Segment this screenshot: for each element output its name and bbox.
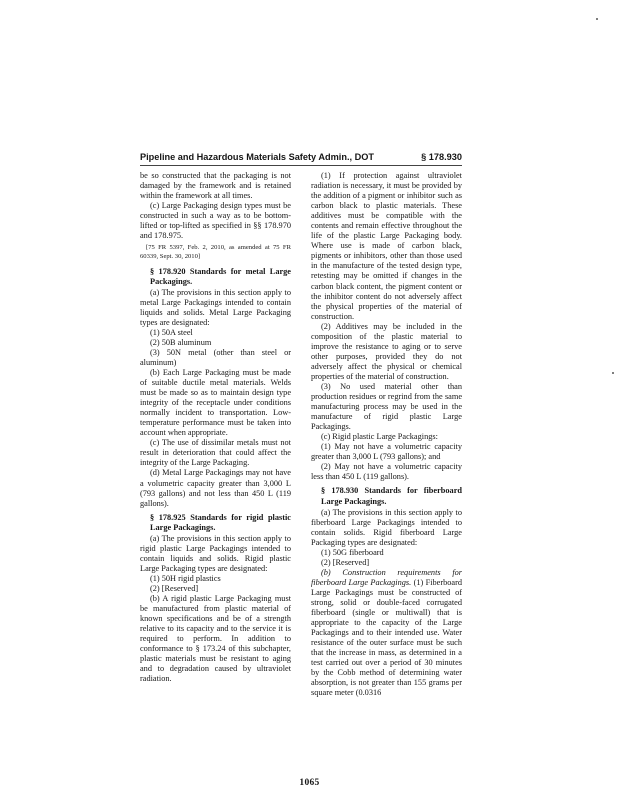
- header-section-number: § 178.930: [421, 152, 462, 162]
- section-heading-178-920: § 178.920 Standards for metal Large Packagings.: [150, 266, 291, 286]
- list-item: (1) 50G fiberboard: [321, 547, 384, 557]
- section-heading-178-930: § 178.930 Standards for fiberboard Large Packagings.: [321, 486, 462, 506]
- list-item: (2) 50B aluminum: [150, 337, 212, 347]
- list-item: (1) May not have a volumetric capacity greater than 3,000 L (793 gallons); and: [311, 442, 462, 462]
- header-agency-title: Pipeline and Hazardous Materials Safety Admin., DOT: [140, 152, 374, 162]
- paragraph: (2) Additives may be included in the composition of the plastic material to improve the resistance to aging or to serve other purposes, provided they do not adversely affect the physical or chemical properties of the material of construction.: [311, 321, 462, 381]
- running-header: [140, 151, 462, 166]
- paragraph: (c) Rigid plastic Large Packagings:: [321, 432, 438, 442]
- list-item: (1) 50H rigid plastics: [150, 573, 221, 583]
- paragraph: (a) The provisions in this section apply to fiberboard Large Packagings intended to contain solids. Rigid fiberboard Large Packaging types are designated:: [311, 507, 462, 547]
- list-item: (2) [Reserved]: [150, 583, 199, 593]
- section-heading-178-925: § 178.925 Standards for rigid plastic Large Packagings.: [150, 512, 291, 532]
- list-item: (2) May not have a volumetric capacity less than 450 L (119 gallons).: [311, 462, 462, 482]
- scan-speck: [596, 18, 598, 20]
- list-item: (2) [Reserved]: [321, 557, 370, 567]
- paragraph: (c) The use of dissimilar metals must not result in deterioration that could affect the integrity of the Large Packaging.: [140, 438, 291, 468]
- right-column: [311, 171, 462, 698]
- paragraph: [311, 568, 462, 699]
- paragraph: (d) Metal Large Packagings may not have a volumetric capacity greater than 3,000 L (793 gallons) and not less than 450 L (119 gallons).: [140, 468, 291, 508]
- paragraph: (c) Large Packaging design types must be constructed in such a way as to be bottom-lifted or top-lifted as specified in §§ 178.970 and 178.975.: [140, 201, 291, 241]
- paragraph: (b) Each Large Packaging must be made of suitable ductile metal materials. Welds must be made so as to maintain design type integrity of the receptacle under conditions normally incident to transportation. Low-temperature performance must be taken into account when appropriate.: [140, 367, 291, 438]
- paragraph: (3) No used material other than production residues or regrind from the same manufacturing process may be used in the manufacture of rigid plastic Large Packagings.: [311, 381, 462, 432]
- paragraph: (b) A rigid plastic Large Packaging must be manufactured from plastic material of known specifications and be of a strength relative to its capacity and to the service it is required to perform. In addition to conformance to § 173.24 of this subchapter, plastic materials must be resistant to aging and to degradation caused by ultraviolet radiation.: [140, 594, 291, 684]
- page-number: 1065: [299, 778, 320, 788]
- subsection-label: (b) Construction requirements for fiberboard Large Packagings.: [311, 567, 462, 587]
- paragraph: be so constructed that the packaging is not damaged by the framework and is retained within the framework at all times.: [140, 171, 291, 201]
- left-column: [140, 171, 291, 684]
- paragraph: (a) The provisions in this section apply to rigid plastic Large Packagings intended to contain liquids and solids. Rigid plastic Large Packaging types are designated:: [140, 533, 291, 573]
- paragraph: (1) If protection against ultraviolet radiation is necessary, it must be provided by the addition of a pigment or inhibitor such as carbon black to plastic materials. These additives must be compatible with the contents and remain effective throughout the life of the plastic Large Packaging body. Where use is made of carbon black, pigments or inhibitors, other than those used in the manufacture of the tested design type, retesting may be omitted if changes in the carbon black content, the pigment content or the inhibitor content do not adversely affect the physical properties of the material of construction.: [311, 171, 462, 321]
- scan-speck: [612, 372, 614, 374]
- paragraph: (a) The provisions in this section apply to metal Large Packagings intended to contain liquids and solids. Metal Large Packaging types are designated:: [140, 287, 291, 327]
- list-item: (1) 50A steel: [150, 327, 193, 337]
- source-citation: [75 FR 5397, Feb. 2, 2010, as amended at 75 FR 60339, Sept. 30, 2010]: [140, 244, 291, 260]
- subsection-text: (1) Fiberboard Large Packagings must be constructed of strong, solid or double-faced corrugated fiberboard (single or multiwall) that is appropriate to the capacity of the Large Packagings and to their intended use. Water resistance of the outer surface must be such that the increase in mass, as determined in a test carried out over a period of 30 minutes by the Cobb method of determining water absorption, is not greater than 155 grams per square meter (0.0316: [311, 577, 462, 698]
- list-item: (3) 50N metal (other than steel or aluminum): [140, 347, 291, 367]
